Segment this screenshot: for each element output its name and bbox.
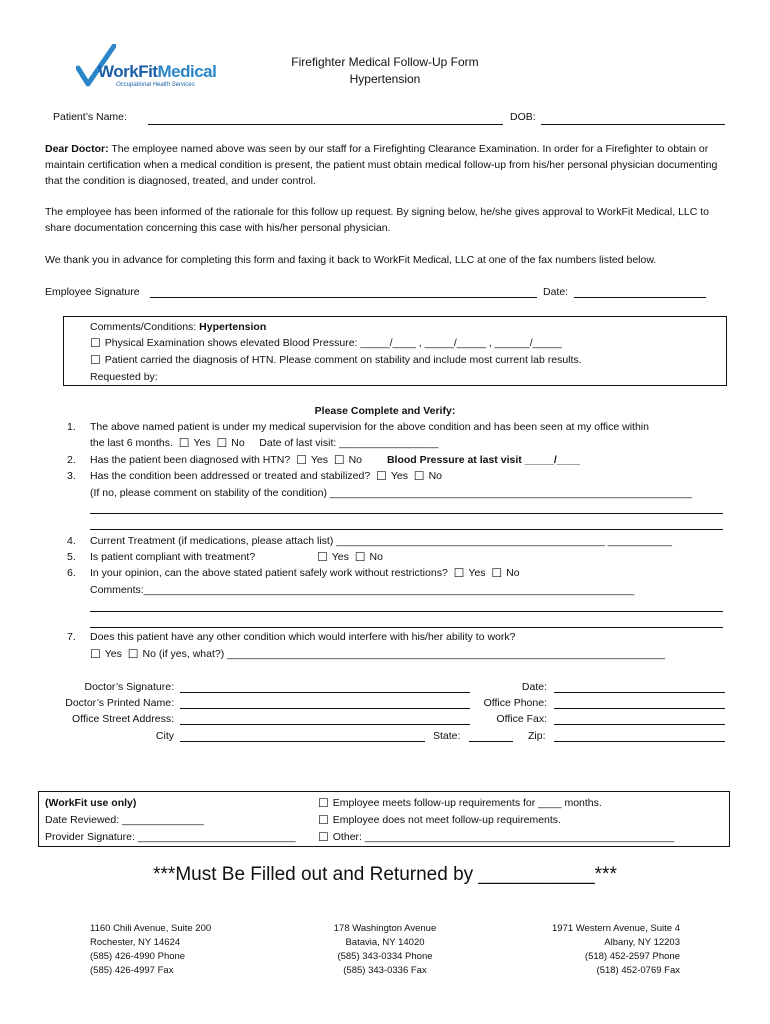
employee-date-label: Date: <box>543 286 569 298</box>
return-by-note: ***Must Be Filled out and Returned by ___________*** <box>153 864 617 885</box>
conditions-value: Hypertension <box>199 321 267 333</box>
office-fax: (585) 343-0336 Fax <box>343 965 427 976</box>
office-albany <box>552 922 680 978</box>
office-phone: (585) 426-4990 Phone <box>90 951 186 962</box>
checkbox-icon[interactable]: ☐ <box>318 813 329 827</box>
intro-paragraph-3: We thank you in advance for completing this form and faxing it back to WorkFit Medical, LLC at one of the fax numbers listed below. <box>45 254 657 266</box>
employee-signature-field[interactable] <box>150 297 537 298</box>
checkbox-icon[interactable]: ☐ <box>318 796 329 810</box>
q5-no-checkbox[interactable]: ☐ <box>354 550 366 564</box>
patient-name-label: Patient’s Name: <box>53 111 127 123</box>
q3-comment-line-2[interactable] <box>90 529 723 530</box>
doctor-signature-field[interactable] <box>180 692 470 693</box>
zip-field[interactable] <box>554 741 725 742</box>
dob-label: DOB: <box>510 111 536 123</box>
employee-date-field[interactable] <box>574 297 706 298</box>
dob-field[interactable] <box>541 124 725 125</box>
verify-heading: Please Complete and Verify: <box>314 405 456 417</box>
office-phone: (585) 343-0334 Phone <box>337 951 433 962</box>
employee-signature-label: Employee Signature <box>45 286 140 298</box>
q1-text: The above named patient is under my medical supervision for the above condition and has been seen at my office within <box>90 421 649 433</box>
q1-last-visit[interactable]: Date of last visit: _________________ <box>259 437 439 449</box>
q5-number: 5. <box>67 551 76 563</box>
q3-yes-checkbox[interactable]: ☐ <box>376 469 387 483</box>
q4-number: 4. <box>67 535 76 547</box>
q4-text[interactable]: Current Treatment (if medications, please attach list) ______________________________________________ ___________ <box>90 535 673 547</box>
condition-option-bp[interactable]: ☐ Physical Examination shows elevated Blood Pressure: _____/____ , _____/_____ , ______/_____ <box>90 336 562 350</box>
city-label: City <box>155 730 174 742</box>
q6-comments[interactable]: Comments:____________________________________________________________________________________ <box>90 584 635 596</box>
intro-paragraph-2: The employee has been informed of the rationale for this follow up request. By signing below, he/she gives approval to WorkFit Medical, LLC to share documentation concerning this case with his/her personal physician. <box>45 206 710 234</box>
doctor-date-field[interactable] <box>554 692 725 693</box>
q6-comment-line-2[interactable] <box>90 627 723 628</box>
checkbox-icon[interactable]: ☐ <box>318 830 329 844</box>
office-street: 1160 Chili Avenue, Suite 200 <box>90 923 212 934</box>
date-reviewed[interactable]: Date Reviewed: ______________ <box>45 814 204 826</box>
checkbox-icon[interactable]: ☐ <box>90 336 101 350</box>
patient-name-field[interactable] <box>148 124 503 125</box>
q2-blood-pressure[interactable]: Blood Pressure at last visit _____/____ <box>386 454 581 466</box>
doctor-printed-name-label: Doctor’s Printed Name: <box>65 697 174 709</box>
q1-no-checkbox[interactable]: ☐ <box>216 436 228 450</box>
logo-text-workfit: WorkFit <box>98 62 158 81</box>
office-phone: (518) 452-2597 Phone <box>584 951 680 962</box>
office-city: Batavia, NY 14020 <box>345 937 425 948</box>
requested-by-label: Requested by: <box>90 371 158 383</box>
q1-yes-checkbox[interactable]: ☐ <box>178 436 190 450</box>
office-street-label: Office Street Address: <box>72 713 174 725</box>
q6-no-checkbox[interactable]: ☐ <box>491 566 503 580</box>
doctor-signature-label: Doctor’s Signature: <box>84 681 174 693</box>
office-city: Rochester, NY 14624 <box>90 937 181 948</box>
option-other[interactable]: ☐ Other: _____________________________________________________ <box>318 830 675 844</box>
salutation: Dear Doctor: <box>45 143 109 155</box>
q2-number: 2. <box>67 454 76 466</box>
q6-comment-line-1[interactable] <box>90 611 723 612</box>
conditions-box <box>63 316 727 386</box>
q3-no-checkbox[interactable]: ☐ <box>413 469 425 483</box>
q5-answers: ☐ Yes ☐ No <box>317 550 383 564</box>
q5-text: Is patient compliant with treatment? <box>90 551 256 563</box>
state-label: State: <box>433 730 461 742</box>
state-field[interactable] <box>469 741 513 742</box>
conditions-label: Comments/Conditions: <box>90 321 197 333</box>
q7-yes-checkbox[interactable]: ☐ <box>90 647 101 661</box>
office-city: Albany, NY 12203 <box>604 937 680 948</box>
doctor-printed-name-field[interactable] <box>180 708 470 709</box>
q5-yes-checkbox[interactable]: ☐ <box>317 550 328 564</box>
q2-yes-checkbox[interactable]: ☐ <box>296 453 307 467</box>
form-subtitle: Hypertension <box>349 72 421 86</box>
doctor-date-label: Date: <box>521 681 547 693</box>
office-fax-field[interactable] <box>554 724 725 725</box>
office-fax: (518) 452-0769 Fax <box>596 965 680 976</box>
q6-yes-checkbox[interactable]: ☐ <box>453 566 465 580</box>
office-phone-field[interactable] <box>554 708 725 709</box>
q1-answers: the last 6 months. ☐ Yes ☐ No Date of last visit: _________________ <box>90 436 439 450</box>
logo-tagline: Occupational Health Services <box>116 82 195 88</box>
workfit-use-title: (WorkFit use only) <box>45 797 137 809</box>
office-batavia <box>305 922 465 978</box>
workfit-use-box <box>38 791 730 847</box>
logo-text-medical: Medical <box>157 62 217 81</box>
option-meets[interactable]: ☐ Employee meets follow-up requirements for ____ months. <box>318 796 602 810</box>
q7-if-yes[interactable]: (if yes, what?) ___________________________________________________________________________ <box>158 648 666 660</box>
q3-comment[interactable]: (If no, please comment on stability of the condition) ______________________________________________________________ <box>90 487 692 499</box>
provider-signature[interactable]: Provider Signature: ___________________________ <box>45 831 296 843</box>
q3-row: Has the condition been addressed or treated and stabilized? ☐ Yes ☐ No <box>90 469 442 483</box>
option-not-meets[interactable]: ☐ Employee does not meet follow-up requirements. <box>318 813 561 827</box>
office-fax: (585) 426-4997 Fax <box>90 965 174 976</box>
intro-text-1: The employee named above was seen by our staff for a Firefighting Clearance Examination. In order for a Firefighter to obtain or maintain certification when a medical condition is present, the patient must obtain medical follow-up from his/her personal physician documenting that the condition is diagnosed, treated, and under control. <box>45 143 718 187</box>
q7-answers: ☐ Yes ☐ No (if yes, what?) ___________________________________________________________________________ <box>90 647 666 661</box>
zip-label: Zip: <box>528 730 546 742</box>
q7-no-checkbox[interactable]: ☐ <box>127 647 139 661</box>
q2-row: Has the patient been diagnosed with HTN? ☐ Yes ☐ No Blood Pressure at last visit _____/____ <box>90 453 581 467</box>
q7-text: Does this patient have any other condition which would interfere with his/her ability to work? <box>90 631 516 643</box>
office-street: 178 Washington Avenue <box>333 923 437 934</box>
condition-option-diagnosis[interactable]: ☐ Patient carried the diagnosis of HTN. Please comment on stability and include most current lab results. <box>90 353 582 367</box>
city-field[interactable] <box>180 741 425 742</box>
form-title: Firefighter Medical Follow-Up Form <box>291 55 479 69</box>
office-street-field[interactable] <box>180 724 470 725</box>
office-street: 1971 Western Avenue, Suite 4 <box>552 923 680 934</box>
intro-paragraph-1 <box>45 141 735 189</box>
q7-number: 7. <box>67 631 76 643</box>
q3-number: 3. <box>67 470 76 482</box>
office-fax-label: Office Fax: <box>496 713 547 725</box>
q6-row: In your opinion, can the above stated patient safely work without restrictions? ☐ Yes ☐ No <box>90 566 520 580</box>
office-phone-label: Office Phone: <box>483 697 547 709</box>
office-rochester <box>90 922 211 978</box>
checkbox-icon[interactable]: ☐ <box>90 353 101 367</box>
q2-no-checkbox[interactable]: ☐ <box>333 453 345 467</box>
q6-number: 6. <box>67 567 76 579</box>
workfit-logo <box>76 44 236 90</box>
q3-comment-line-1[interactable] <box>90 513 723 514</box>
q1-number: 1. <box>67 421 76 433</box>
